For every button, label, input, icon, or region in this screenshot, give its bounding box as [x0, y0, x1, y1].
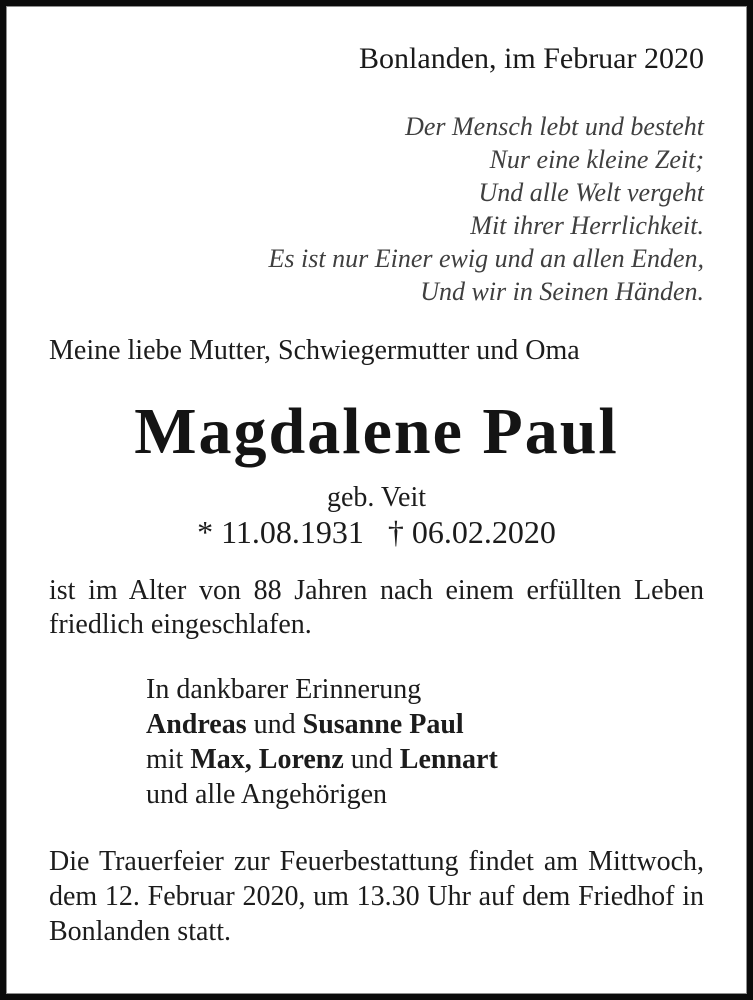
funeral-info-paragraph: Die Trauerfeier zur Feuerbestattung findet am Mittwoch, dem 12. Februar 2020, um 13.30 Uhr auf dem Friedhof in Bonlanden statt.: [49, 846, 704, 947]
poem-line: Es ist nur Einer ewig und an allen Enden,: [268, 244, 704, 273]
death-date: 06.02.2020: [411, 514, 556, 550]
birth-date: 11.08.1931: [221, 514, 364, 550]
mourners-block: [146, 672, 704, 812]
mourners-intro: In dankbarer Erinnerung: [146, 674, 422, 705]
poem-line: Mit ihrer Herrlichkeit.: [470, 211, 704, 240]
notice-content: [6, 6, 747, 994]
poem-line: Nur eine kleine Zeit;: [489, 145, 704, 174]
conjunction: und: [343, 744, 400, 775]
death-date-group: [388, 514, 556, 550]
deceased-name: Magdalene Paul: [134, 395, 619, 468]
place-dateline: Bonlanden, im Februar 2020: [359, 42, 704, 75]
obituary-paragraph: ist im Alter von 88 Jahren nach einem erfüllten Leben friedlich eingeschlafen.: [49, 575, 704, 640]
maiden-name: geb. Veit: [326, 482, 427, 513]
memorial-poem: [49, 110, 704, 308]
conjunction: und: [246, 709, 303, 740]
poem-line: Und wir in Seinen Händen.: [420, 277, 704, 306]
death-symbol: †: [387, 514, 404, 550]
birth-symbol: *: [197, 514, 214, 550]
mourner-name: Andreas: [146, 709, 247, 740]
mourner-name: Max, Lorenz: [190, 744, 344, 775]
salutation-line: Meine liebe Mutter, Schwiegermutter und Oma: [49, 335, 580, 366]
mourners-children-line: [146, 707, 704, 742]
mourners-grandchildren-line: [146, 742, 704, 777]
birth-date-group: [197, 514, 364, 550]
mourners-relatives-line: und alle Angehörigen: [146, 779, 388, 810]
mourner-name: Susanne Paul: [302, 709, 464, 740]
life-dates: [49, 514, 704, 550]
poem-line: Und alle Welt vergeht: [478, 178, 704, 207]
conjunction: mit: [146, 744, 191, 775]
poem-line: Der Mensch lebt und besteht: [405, 112, 704, 141]
mourner-name: Lennart: [399, 744, 498, 775]
